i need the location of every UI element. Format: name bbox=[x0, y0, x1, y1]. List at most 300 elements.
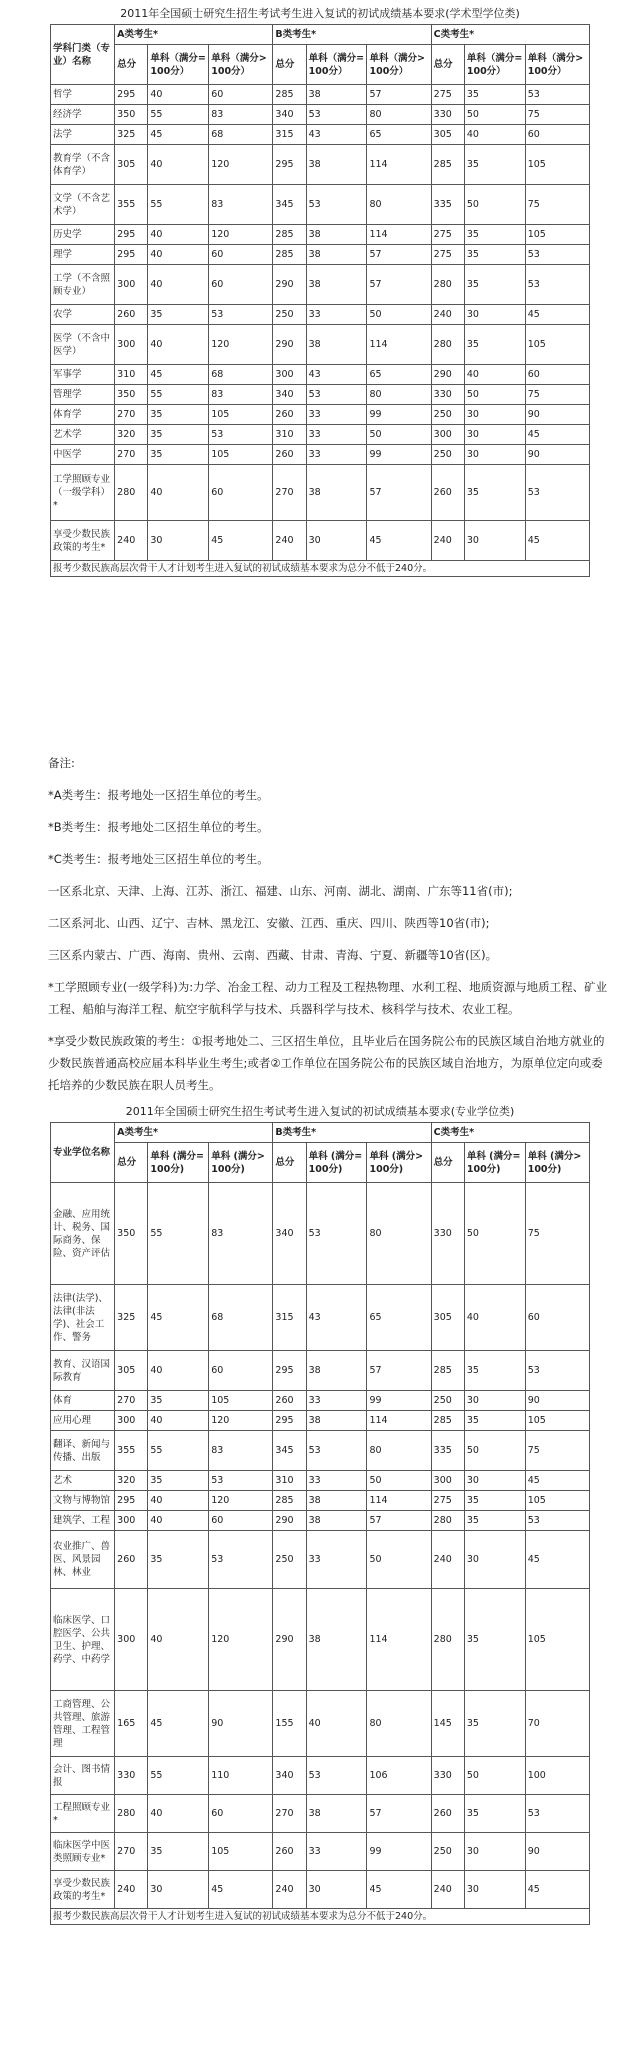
column-header: 单科（满分>100分） bbox=[367, 45, 431, 85]
remark-item: *A类考生：报考地处一区招生单位的考生。 bbox=[48, 788, 269, 802]
score-cell: 53 bbox=[209, 1531, 273, 1589]
table-row bbox=[51, 1757, 590, 1795]
score-cell: 90 bbox=[209, 1691, 273, 1757]
table-caption: 2011年全国硕士研究生招生考试考生进入复试的初试成绩基本要求(学术型学位类) bbox=[120, 7, 520, 20]
score-cell: 33 bbox=[306, 1833, 367, 1871]
score-cell: 330 bbox=[431, 385, 464, 405]
score-cell: 114 bbox=[367, 1411, 431, 1431]
score-cell: 240 bbox=[431, 1531, 464, 1589]
score-cell: 55 bbox=[148, 1183, 209, 1285]
score-cell: 35 bbox=[464, 1511, 525, 1531]
score-cell: 35 bbox=[464, 1491, 525, 1511]
score-cell: 330 bbox=[115, 1757, 148, 1795]
column-header: 总分 bbox=[115, 1143, 148, 1183]
score-cell: 100 bbox=[525, 1757, 589, 1795]
score-cell: 68 bbox=[209, 365, 273, 385]
score-cell: 35 bbox=[464, 1795, 525, 1833]
score-cell: 57 bbox=[367, 1351, 431, 1391]
row-label: 应用心理 bbox=[51, 1411, 115, 1431]
score-cell: 295 bbox=[115, 1491, 148, 1511]
score-cell: 280 bbox=[431, 1511, 464, 1531]
score-cell: 345 bbox=[273, 1431, 306, 1471]
score-cell: 315 bbox=[273, 125, 306, 145]
score-cell: 45 bbox=[525, 521, 589, 561]
table-row bbox=[51, 1411, 590, 1431]
score-cell: 35 bbox=[464, 85, 525, 105]
score-cell: 35 bbox=[148, 405, 209, 425]
column-header: 单科 (满分=100分) bbox=[148, 1143, 209, 1183]
score-cell: 53 bbox=[209, 305, 273, 325]
academic-degree-score-table bbox=[50, 24, 590, 577]
score-cell: 40 bbox=[148, 1589, 209, 1691]
score-cell: 83 bbox=[209, 105, 273, 125]
table-row bbox=[51, 1391, 590, 1411]
table-row bbox=[51, 125, 590, 145]
score-cell: 38 bbox=[306, 1491, 367, 1511]
footnote-row bbox=[51, 1909, 590, 1925]
score-cell: 45 bbox=[367, 521, 431, 561]
row-label: 管理学 bbox=[51, 385, 115, 405]
score-cell: 60 bbox=[209, 465, 273, 521]
score-cell: 50 bbox=[367, 1471, 431, 1491]
score-cell: 40 bbox=[148, 1795, 209, 1833]
score-cell: 53 bbox=[306, 185, 367, 225]
score-cell: 55 bbox=[148, 1431, 209, 1471]
row-label: 临床医学、口腔医学、公共卫生、护理、药学、中药学 bbox=[51, 1589, 115, 1691]
score-cell: 57 bbox=[367, 465, 431, 521]
score-cell: 60 bbox=[209, 85, 273, 105]
score-cell: 55 bbox=[148, 385, 209, 405]
score-cell: 40 bbox=[464, 125, 525, 145]
score-cell: 35 bbox=[464, 1351, 525, 1391]
score-cell: 53 bbox=[525, 1351, 589, 1391]
score-cell: 45 bbox=[525, 425, 589, 445]
score-cell: 55 bbox=[148, 185, 209, 225]
table-row bbox=[51, 1431, 590, 1471]
score-cell: 270 bbox=[115, 1391, 148, 1411]
score-cell: 30 bbox=[464, 1391, 525, 1411]
score-cell: 57 bbox=[367, 245, 431, 265]
group-header: C类考生* bbox=[431, 25, 589, 45]
table-footnote: 报考少数民族高层次骨干人才计划考生进入复试的初试成绩基本要求为总分不低于240分。 bbox=[51, 1909, 590, 1925]
row-label: 体育学 bbox=[51, 405, 115, 425]
score-cell: 260 bbox=[431, 465, 464, 521]
score-cell: 40 bbox=[148, 265, 209, 305]
score-cell: 55 bbox=[148, 1757, 209, 1795]
score-cell: 38 bbox=[306, 245, 367, 265]
group-header: A类考生* bbox=[115, 1123, 273, 1143]
table-row bbox=[51, 1471, 590, 1491]
score-cell: 50 bbox=[367, 1531, 431, 1589]
score-cell: 33 bbox=[306, 425, 367, 445]
score-cell: 75 bbox=[525, 1431, 589, 1471]
column-header: 单科 (满分>100分) bbox=[209, 1143, 273, 1183]
column-header: 单科 (满分=100分) bbox=[464, 1143, 525, 1183]
score-cell: 53 bbox=[306, 105, 367, 125]
score-cell: 105 bbox=[525, 1491, 589, 1511]
score-cell: 50 bbox=[464, 105, 525, 125]
table-row bbox=[51, 445, 590, 465]
score-cell: 295 bbox=[273, 1351, 306, 1391]
table-row bbox=[51, 225, 590, 245]
group-header: A类考生* bbox=[115, 25, 273, 45]
score-cell: 53 bbox=[525, 85, 589, 105]
row-label: 教育学（不含体育学） bbox=[51, 145, 115, 185]
table-row bbox=[51, 85, 590, 105]
score-cell: 75 bbox=[525, 185, 589, 225]
score-cell: 120 bbox=[209, 225, 273, 245]
score-cell: 35 bbox=[148, 445, 209, 465]
score-cell: 65 bbox=[367, 1285, 431, 1351]
column-header: 单科（满分=100分） bbox=[464, 45, 525, 85]
score-cell: 280 bbox=[115, 465, 148, 521]
score-cell: 335 bbox=[431, 1431, 464, 1471]
score-cell: 68 bbox=[209, 125, 273, 145]
score-cell: 40 bbox=[148, 1411, 209, 1431]
score-cell: 155 bbox=[273, 1691, 306, 1757]
score-cell: 35 bbox=[148, 425, 209, 445]
score-cell: 260 bbox=[273, 405, 306, 425]
score-cell: 35 bbox=[464, 325, 525, 365]
score-cell: 57 bbox=[367, 1511, 431, 1531]
score-cell: 325 bbox=[115, 1285, 148, 1351]
score-cell: 300 bbox=[431, 1471, 464, 1491]
score-cell: 75 bbox=[525, 1183, 589, 1285]
score-cell: 350 bbox=[115, 385, 148, 405]
group-header: B类考生* bbox=[273, 1123, 431, 1143]
table-row bbox=[51, 521, 590, 561]
row-label: 建筑学、工程 bbox=[51, 1511, 115, 1531]
score-cell: 285 bbox=[273, 245, 306, 265]
score-cell: 60 bbox=[209, 1511, 273, 1531]
score-cell: 290 bbox=[273, 1511, 306, 1531]
score-cell: 50 bbox=[367, 305, 431, 325]
score-cell: 80 bbox=[367, 185, 431, 225]
score-cell: 145 bbox=[431, 1691, 464, 1757]
score-cell: 290 bbox=[273, 325, 306, 365]
score-cell: 50 bbox=[464, 385, 525, 405]
score-cell: 30 bbox=[306, 1871, 367, 1909]
score-cell: 57 bbox=[367, 1795, 431, 1833]
score-cell: 35 bbox=[464, 145, 525, 185]
row-label: 农学 bbox=[51, 305, 115, 325]
score-cell: 310 bbox=[273, 425, 306, 445]
score-cell: 53 bbox=[306, 1183, 367, 1285]
score-cell: 30 bbox=[464, 1531, 525, 1589]
score-cell: 335 bbox=[431, 185, 464, 225]
table-row bbox=[51, 1691, 590, 1757]
table-row bbox=[51, 185, 590, 225]
score-cell: 260 bbox=[431, 1795, 464, 1833]
score-cell: 106 bbox=[367, 1757, 431, 1795]
score-cell: 295 bbox=[273, 145, 306, 185]
score-cell: 114 bbox=[367, 145, 431, 185]
score-cell: 38 bbox=[306, 1411, 367, 1431]
score-cell: 114 bbox=[367, 225, 431, 245]
professional-degree-table-section bbox=[50, 1102, 590, 1925]
score-cell: 38 bbox=[306, 325, 367, 365]
score-cell: 240 bbox=[115, 521, 148, 561]
score-cell: 120 bbox=[209, 1589, 273, 1691]
score-cell: 65 bbox=[367, 365, 431, 385]
score-cell: 33 bbox=[306, 1531, 367, 1589]
column-header: 单科（满分=100分） bbox=[148, 45, 209, 85]
column-header: 单科 (满分>100分) bbox=[367, 1143, 431, 1183]
score-cell: 45 bbox=[525, 1871, 589, 1909]
table-row bbox=[51, 1285, 590, 1351]
score-cell: 83 bbox=[209, 1183, 273, 1285]
row-label: 法律(法学)、法律(非法学)、社会工作、警务 bbox=[51, 1285, 115, 1351]
score-cell: 105 bbox=[525, 1589, 589, 1691]
remark-item: *B类考生：报考地处二区招生单位的考生。 bbox=[48, 820, 269, 834]
score-cell: 330 bbox=[431, 105, 464, 125]
score-cell: 75 bbox=[525, 385, 589, 405]
score-cell: 33 bbox=[306, 1391, 367, 1411]
score-cell: 43 bbox=[306, 365, 367, 385]
score-cell: 290 bbox=[431, 365, 464, 385]
row-label: 法学 bbox=[51, 125, 115, 145]
score-cell: 250 bbox=[431, 1391, 464, 1411]
score-cell: 45 bbox=[148, 365, 209, 385]
score-cell: 280 bbox=[431, 325, 464, 365]
score-cell: 250 bbox=[273, 305, 306, 325]
score-cell: 270 bbox=[273, 465, 306, 521]
score-cell: 40 bbox=[306, 1691, 367, 1757]
score-cell: 38 bbox=[306, 85, 367, 105]
score-cell: 305 bbox=[431, 1285, 464, 1351]
score-cell: 40 bbox=[148, 145, 209, 185]
score-cell: 60 bbox=[525, 365, 589, 385]
table-caption: 2011年全国硕士研究生招生考试考生进入复试的初试成绩基本要求(专业学位类) bbox=[125, 1105, 515, 1118]
score-cell: 40 bbox=[464, 365, 525, 385]
score-cell: 40 bbox=[148, 1351, 209, 1391]
score-cell: 40 bbox=[148, 325, 209, 365]
score-cell: 55 bbox=[148, 105, 209, 125]
row-label: 金融、应用统计、税务、国际商务、保险、资产评估 bbox=[51, 1183, 115, 1285]
score-cell: 90 bbox=[525, 445, 589, 465]
score-cell: 38 bbox=[306, 1351, 367, 1391]
score-cell: 350 bbox=[115, 1183, 148, 1285]
score-cell: 105 bbox=[209, 445, 273, 465]
header-row bbox=[51, 1123, 590, 1143]
score-cell: 114 bbox=[367, 1589, 431, 1691]
score-cell: 275 bbox=[431, 245, 464, 265]
table-row bbox=[51, 1511, 590, 1531]
table-row bbox=[51, 1491, 590, 1511]
remark-item: 一区系北京、天津、上海、江苏、浙江、福建、山东、河南、湖北、湖南、广东等11省(市); bbox=[48, 884, 513, 898]
score-cell: 99 bbox=[367, 405, 431, 425]
score-cell: 53 bbox=[525, 265, 589, 305]
score-cell: 40 bbox=[464, 1285, 525, 1351]
score-cell: 60 bbox=[209, 265, 273, 305]
table-row bbox=[51, 465, 590, 521]
row-label: 医学（不含中医学） bbox=[51, 325, 115, 365]
score-cell: 350 bbox=[115, 105, 148, 125]
score-cell: 260 bbox=[115, 305, 148, 325]
score-cell: 38 bbox=[306, 1795, 367, 1833]
score-cell: 240 bbox=[115, 1871, 148, 1909]
score-cell: 68 bbox=[209, 1285, 273, 1351]
score-cell: 53 bbox=[306, 385, 367, 405]
score-cell: 305 bbox=[431, 125, 464, 145]
row-label: 享受少数民族政策的考生* bbox=[51, 521, 115, 561]
score-cell: 45 bbox=[367, 1871, 431, 1909]
score-cell: 35 bbox=[464, 465, 525, 521]
score-cell: 105 bbox=[525, 145, 589, 185]
score-cell: 240 bbox=[273, 1871, 306, 1909]
score-cell: 35 bbox=[464, 245, 525, 265]
score-cell: 295 bbox=[115, 225, 148, 245]
score-cell: 33 bbox=[306, 305, 367, 325]
score-cell: 285 bbox=[273, 225, 306, 245]
score-cell: 295 bbox=[273, 1411, 306, 1431]
score-cell: 53 bbox=[525, 1795, 589, 1833]
table-footnote: 报考少数民族高层次骨干人才计划考生进入复试的初试成绩基本要求为总分不低于240分。 bbox=[51, 561, 590, 577]
score-cell: 300 bbox=[115, 1511, 148, 1531]
column-header: 单科 (满分>100分) bbox=[525, 1143, 589, 1183]
score-cell: 300 bbox=[273, 365, 306, 385]
row-label: 教育、汉语国际教育 bbox=[51, 1351, 115, 1391]
score-cell: 355 bbox=[115, 1431, 148, 1471]
score-cell: 285 bbox=[431, 1351, 464, 1391]
table-row bbox=[51, 245, 590, 265]
score-cell: 270 bbox=[273, 1795, 306, 1833]
score-cell: 300 bbox=[115, 1411, 148, 1431]
score-cell: 275 bbox=[431, 225, 464, 245]
score-cell: 30 bbox=[306, 521, 367, 561]
score-cell: 83 bbox=[209, 185, 273, 225]
score-cell: 35 bbox=[464, 1691, 525, 1757]
score-cell: 60 bbox=[209, 245, 273, 265]
score-cell: 310 bbox=[273, 1471, 306, 1491]
score-cell: 250 bbox=[431, 1833, 464, 1871]
row-label: 工商管理、公共管理、旅游管理、工程管理 bbox=[51, 1691, 115, 1757]
score-cell: 33 bbox=[306, 1471, 367, 1491]
score-cell: 83 bbox=[209, 1431, 273, 1471]
score-cell: 340 bbox=[273, 105, 306, 125]
score-cell: 38 bbox=[306, 225, 367, 245]
academic-degree-table-section bbox=[50, 4, 590, 577]
table-row bbox=[51, 305, 590, 325]
score-cell: 80 bbox=[367, 1691, 431, 1757]
score-cell: 300 bbox=[115, 265, 148, 305]
column-header: 单科 (满分=100分) bbox=[306, 1143, 367, 1183]
row-label: 翻译、新闻与传播、出版 bbox=[51, 1431, 115, 1471]
score-cell: 270 bbox=[115, 405, 148, 425]
score-cell: 240 bbox=[431, 1871, 464, 1909]
score-cell: 90 bbox=[525, 405, 589, 425]
column-header: 总分 bbox=[273, 1143, 306, 1183]
score-cell: 40 bbox=[148, 1511, 209, 1531]
score-cell: 60 bbox=[209, 1351, 273, 1391]
table-row bbox=[51, 385, 590, 405]
score-cell: 290 bbox=[273, 265, 306, 305]
score-cell: 240 bbox=[431, 305, 464, 325]
row-label: 理学 bbox=[51, 245, 115, 265]
remark-item: *C类考生：报考地处三区招生单位的考生。 bbox=[48, 852, 269, 866]
score-cell: 300 bbox=[115, 325, 148, 365]
score-cell: 40 bbox=[148, 85, 209, 105]
score-cell: 240 bbox=[273, 521, 306, 561]
table-row bbox=[51, 1351, 590, 1391]
score-cell: 315 bbox=[273, 1285, 306, 1351]
score-cell: 305 bbox=[115, 145, 148, 185]
table-row bbox=[51, 145, 590, 185]
score-cell: 285 bbox=[431, 1411, 464, 1431]
score-cell: 35 bbox=[464, 265, 525, 305]
score-cell: 270 bbox=[115, 445, 148, 465]
row-label: 哲学 bbox=[51, 85, 115, 105]
subheader-row bbox=[51, 45, 590, 85]
table-row bbox=[51, 425, 590, 445]
score-cell: 35 bbox=[148, 1471, 209, 1491]
score-cell: 65 bbox=[367, 125, 431, 145]
score-cell: 275 bbox=[431, 85, 464, 105]
group-header: C类考生* bbox=[431, 1123, 589, 1143]
remark-item: *工学照顾专业(一级学科)为:力学、冶金工程、动力工程及工程热物理、水利工程、地质资源与地质工程、矿业工程、船舶与海洋工程、航空宇航科学与技术、兵器科学与技术、核科学与技术、农业工程。 bbox=[48, 980, 608, 1016]
score-cell: 80 bbox=[367, 1431, 431, 1471]
row-label: 军事学 bbox=[51, 365, 115, 385]
score-cell: 310 bbox=[115, 365, 148, 385]
score-cell: 275 bbox=[431, 1491, 464, 1511]
row-label: 农业推广、兽医、风景园林、林业 bbox=[51, 1531, 115, 1589]
score-cell: 45 bbox=[525, 1471, 589, 1491]
column-header: 总分 bbox=[115, 45, 148, 85]
score-cell: 45 bbox=[525, 1531, 589, 1589]
score-cell: 300 bbox=[115, 1589, 148, 1691]
table-row bbox=[51, 265, 590, 305]
row-label: 体育 bbox=[51, 1391, 115, 1411]
remarks-section bbox=[48, 752, 608, 1106]
score-cell: 270 bbox=[115, 1833, 148, 1871]
column-header: 单科（满分=100分） bbox=[306, 45, 367, 85]
score-cell: 50 bbox=[464, 1757, 525, 1795]
row-label: 工学（不含照顾专业） bbox=[51, 265, 115, 305]
row-label: 工学照顾专业（一级学科）* bbox=[51, 465, 115, 521]
row-label: 文物与博物馆 bbox=[51, 1491, 115, 1511]
score-cell: 30 bbox=[464, 445, 525, 465]
row-label: 艺术学 bbox=[51, 425, 115, 445]
score-cell: 280 bbox=[431, 265, 464, 305]
score-cell: 325 bbox=[115, 125, 148, 145]
score-cell: 30 bbox=[464, 305, 525, 325]
score-cell: 260 bbox=[273, 445, 306, 465]
score-cell: 320 bbox=[115, 425, 148, 445]
row-label: 中医学 bbox=[51, 445, 115, 465]
row-label: 临床医学中医类照顾专业* bbox=[51, 1833, 115, 1871]
table-row bbox=[51, 1531, 590, 1589]
score-cell: 30 bbox=[464, 1871, 525, 1909]
score-cell: 330 bbox=[431, 1757, 464, 1795]
score-cell: 355 bbox=[115, 185, 148, 225]
score-cell: 30 bbox=[148, 521, 209, 561]
table-row bbox=[51, 325, 590, 365]
score-cell: 38 bbox=[306, 1511, 367, 1531]
score-cell: 114 bbox=[367, 1491, 431, 1511]
score-cell: 120 bbox=[209, 1491, 273, 1511]
score-cell: 45 bbox=[209, 1871, 273, 1909]
score-cell: 45 bbox=[148, 1285, 209, 1351]
score-cell: 90 bbox=[525, 1391, 589, 1411]
column-header: 单科（满分>100分） bbox=[525, 45, 589, 85]
score-cell: 285 bbox=[273, 85, 306, 105]
score-cell: 38 bbox=[306, 265, 367, 305]
score-cell: 57 bbox=[367, 265, 431, 305]
score-cell: 80 bbox=[367, 1183, 431, 1285]
table-row bbox=[51, 1183, 590, 1285]
score-cell: 83 bbox=[209, 385, 273, 405]
score-cell: 35 bbox=[464, 1411, 525, 1431]
